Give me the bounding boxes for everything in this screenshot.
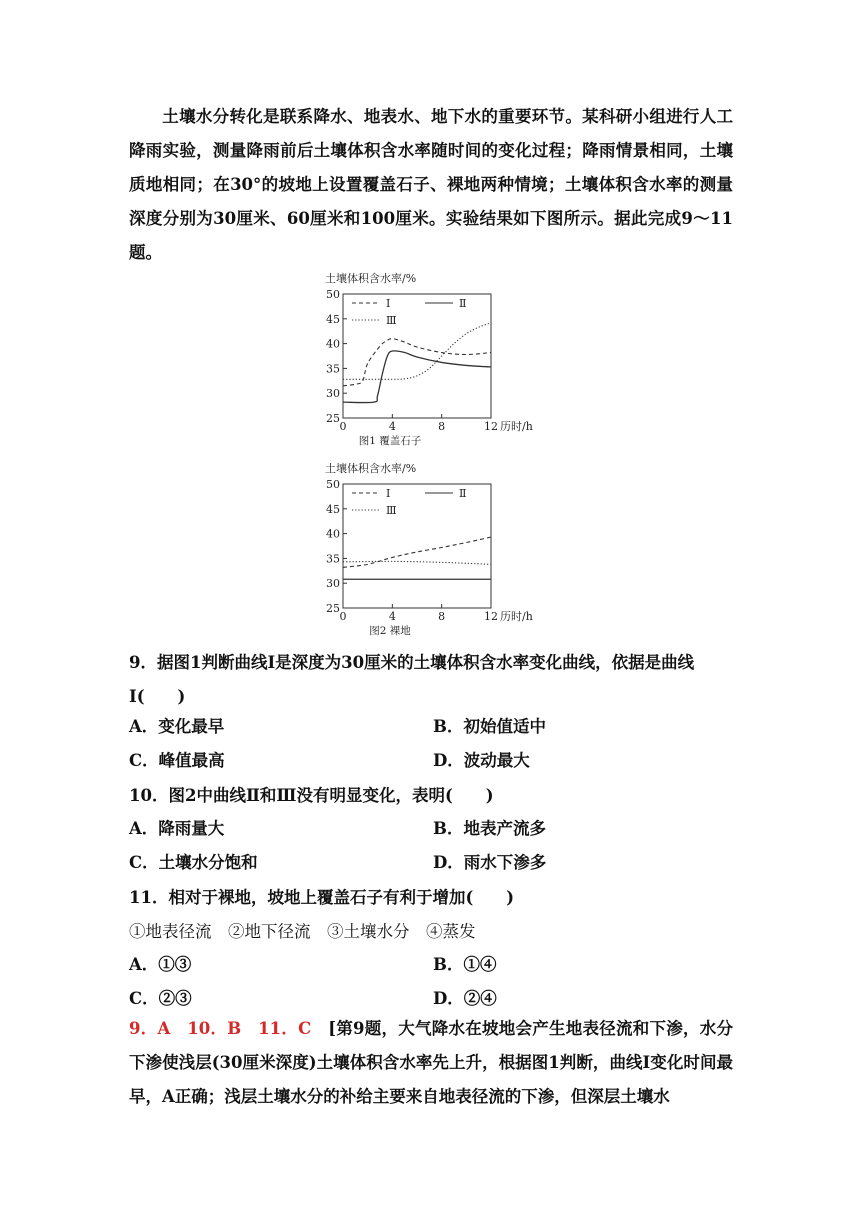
chart2-x-tick-label: 12 [484,610,498,623]
q11-option-d[interactable]: D．②④ [433,989,497,1008]
chart2-legend-label: Ⅲ [386,504,397,517]
chart2-y-tick-label: 50 [326,478,340,491]
q11-option-c[interactable]: C．②③ [129,989,192,1008]
chart1-x-tick-label: 12 [484,420,498,433]
chart1-y-tick-label: 30 [326,387,340,401]
question-10-options-row-2 [129,849,733,879]
chart2-series-line-dotted [343,561,491,564]
q10-option-c[interactable]: C．土壤水分饱和 [129,853,258,872]
chart2-y-tick-label: 25 [326,602,340,615]
chart1-y-tick-label: 35 [326,362,340,376]
chart1-y-tick-label: 50 [326,288,340,301]
question-11-items: ①地表径流 ②地下径流 ③土壤水分 ④蒸发 [129,922,476,941]
chart1-x-tick-label: 8 [438,420,446,433]
chart2-x-tick-label: 8 [438,610,446,623]
chart2-y-tick-label: 30 [326,577,340,591]
chart2-legend-label: Ⅰ [386,487,391,500]
question-10-stem: 10．图2中曲线Ⅱ和Ⅲ没有明显变化，表明( ) [129,786,494,805]
intro-paragraph [129,100,733,270]
question-11-options-row-2 [129,985,733,1015]
chart1-y-tick-label: 25 [326,412,340,425]
chart1-y-tick-label: 45 [326,312,340,326]
chart1-legend-label: Ⅰ [386,297,391,310]
question-11-stem: 11．相对于裸地，坡地上覆盖石子有利于增加( ) [129,888,515,907]
q10-option-a[interactable]: A．降雨量大 [129,819,225,838]
q11-option-b[interactable]: B．①④ [433,955,497,974]
figure-2-chart [300,458,560,640]
question-9-stem: 9．据图1判断曲线Ⅰ是深度为30厘米的土壤体积含水率变化曲线，依据是曲线Ⅰ( ) [129,653,695,706]
chart1-series-line-dashed [343,339,491,386]
answer-explanation [129,1012,733,1114]
figures [300,268,560,644]
question-9-options-row-1 [129,713,733,743]
question-11-options-row-1 [129,951,733,981]
chart2-x-tick-label: 4 [388,610,396,623]
answer-keys: 9．A 10．B 11．C [129,1019,312,1038]
question-9-options-row-2 [129,747,733,777]
chart2-x-axis-label: 历时/h [500,610,533,623]
q10-option-b[interactable]: B．地表产流多 [433,819,546,838]
chart1-series-line-solid [343,351,491,403]
chart2-y-tick-label: 40 [326,527,340,541]
chart2-y-tick-label: 45 [326,502,340,516]
q11-option-a[interactable]: A．①③ [129,955,192,974]
q9-option-c[interactable]: C．峰值最高 [129,751,225,770]
answer-text: [第9题，大气降水在坡地会产生地表径流和下渗，水分下渗使浅层(30厘米深度)土壤体积含水率先上升，根据图1判断，曲线Ⅰ变化时间最早，A正确；浅层土壤水分的补给主要来自地表径流的下渗，但深层土壤水 [129,1019,733,1106]
q10-option-d[interactable]: D．雨水下渗多 [433,853,547,872]
figure-1-chart [300,268,560,450]
chart1-x-axis-label: 历时/h [500,420,533,433]
chart2-y-tick-label: 35 [326,552,340,566]
chart2-legend-label: Ⅱ [459,487,467,500]
chart1-y-tick-label: 40 [326,337,340,351]
q9-option-d[interactable]: D．波动最大 [433,751,530,770]
chart1-legend-label: Ⅲ [386,314,397,327]
chart2-caption: 图2 裸地 [369,625,411,637]
chart1-legend-label: Ⅱ [459,297,467,310]
chart2-series-line-dashed [343,537,491,567]
q9-option-b[interactable]: B．初始值适中 [433,717,546,736]
chart1-x-tick-label: 0 [339,420,347,433]
chart2-x-tick-label: 0 [339,610,347,623]
chart1-caption: 图1 覆盖石子 [358,435,422,447]
chart1-y-axis-label: 土壤体积含水率/% [325,272,417,285]
chart2-y-axis-label: 土壤体积含水率/% [325,462,417,475]
intro-text: 土壤水分转化是联系降水、地表水、地下水的重要环节。某科研小组进行人工降雨实验，测量降雨前后土壤体积含水率随时间的变化过程；降雨情景相同，土壤质地相同；在30°的坡地上设置覆盖石子、裸地两种情境；土壤体积含水率的测量深度分别为30厘米、60厘米和100厘米。实验结果如下图所示。据此完成9～11题。 [129,107,733,262]
chart1-plot-frame [343,294,491,418]
question-10-options-row-1 [129,815,733,845]
q9-option-a[interactable]: A．变化最早 [129,717,225,736]
chart1-x-tick-label: 4 [388,420,396,433]
chart2-plot-frame [343,484,491,608]
